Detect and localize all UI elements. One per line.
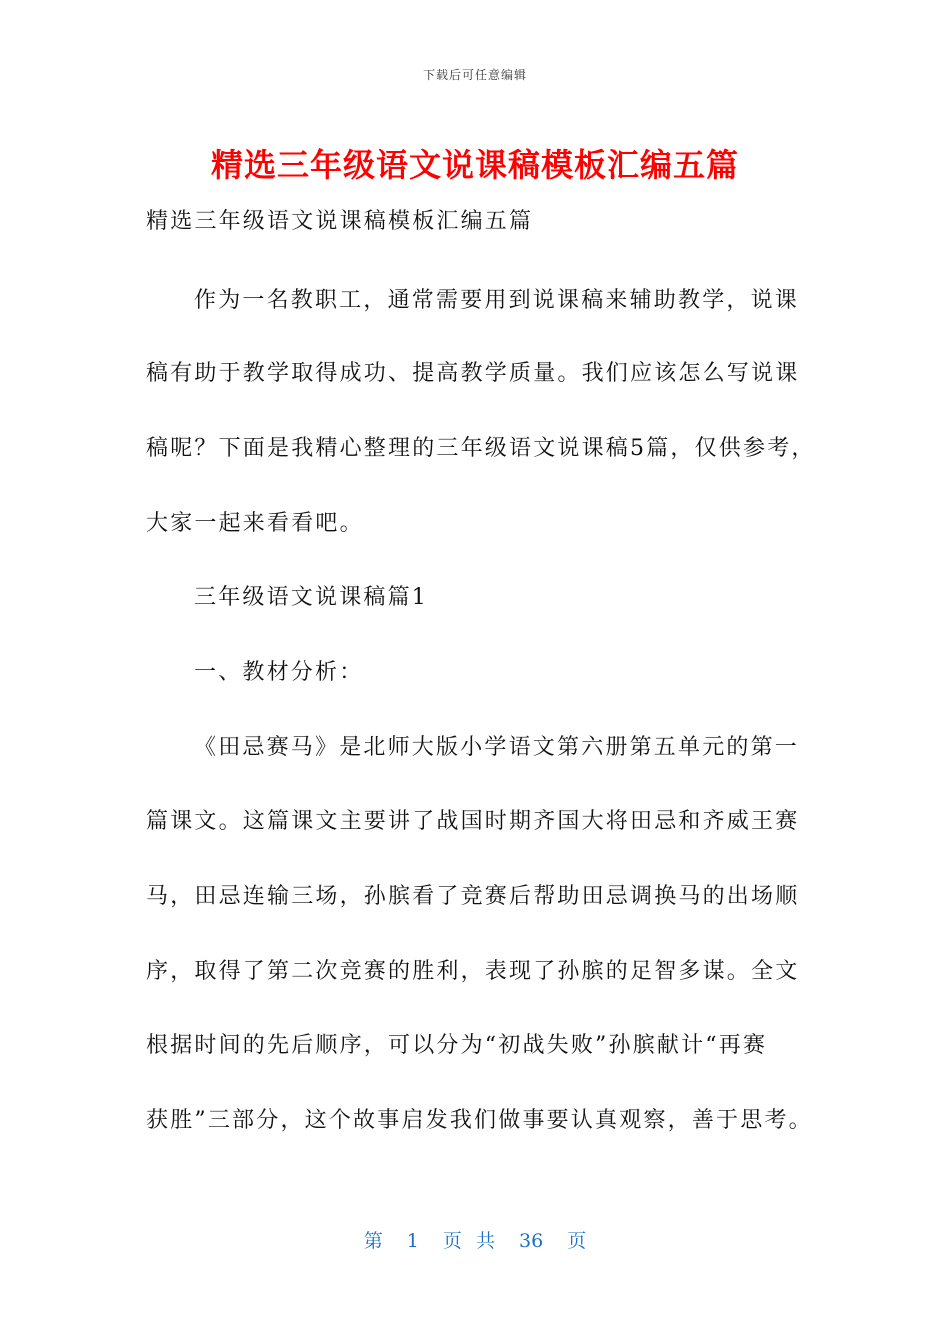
paragraph-line: 大家一起来看看吧。 [146,511,364,536]
paragraph-line: 《田忌赛马》是北师大版小学语文第六册第五单元的第一 [194,735,800,760]
paragraph-line: 获胜”三部分，这个故事启发我们做事要认真观察，善于思考。 [146,1108,813,1133]
subtitle-line: 精选三年级语文说课稿模板汇编五篇 [146,209,534,234]
paragraph-line: 作为一名教职工，通常需要用到说课稿来辅助教学，说课 [194,288,800,313]
footer-middle: 页 共 [442,1230,495,1252]
paragraph-line: 序，取得了第二次竞赛的胜利，表现了孙膑的足智多谋。全文 [146,959,800,984]
paragraph-line: 稿有助于教学取得成功、提高教学质量。我们应该怎么写说课 [146,361,800,386]
footer-prefix: 第 [363,1230,383,1252]
total-pages-number: 36 [519,1230,544,1252]
paragraph-line: 稿呢？下面是我精心整理的三年级语文说课稿5篇，仅供参考， [146,436,816,461]
paragraph-line: 根据时间的先后顺序，可以分为“初战失败”孙膑献计“再赛 [146,1033,768,1058]
footer-suffix: 页 [567,1230,587,1252]
paragraph-line: 马，田忌连输三场，孙膑看了竞赛后帮助田忌调换马的出场顺 [146,884,800,909]
subsection-heading: 一、教材分析： [194,660,364,685]
current-page-number: 1 [406,1230,419,1252]
header-note: 下载后可任意编辑 [422,68,527,82]
page-footer [0,1226,950,1253]
section-heading: 三年级语文说课稿篇1 [194,585,428,610]
paragraph-line: 篇课文。这篇课文主要讲了战国时期齐国大将田忌和齐威王赛 [146,809,800,834]
document-title: 精选三年级语文说课稿模板汇编五篇 [210,146,739,184]
